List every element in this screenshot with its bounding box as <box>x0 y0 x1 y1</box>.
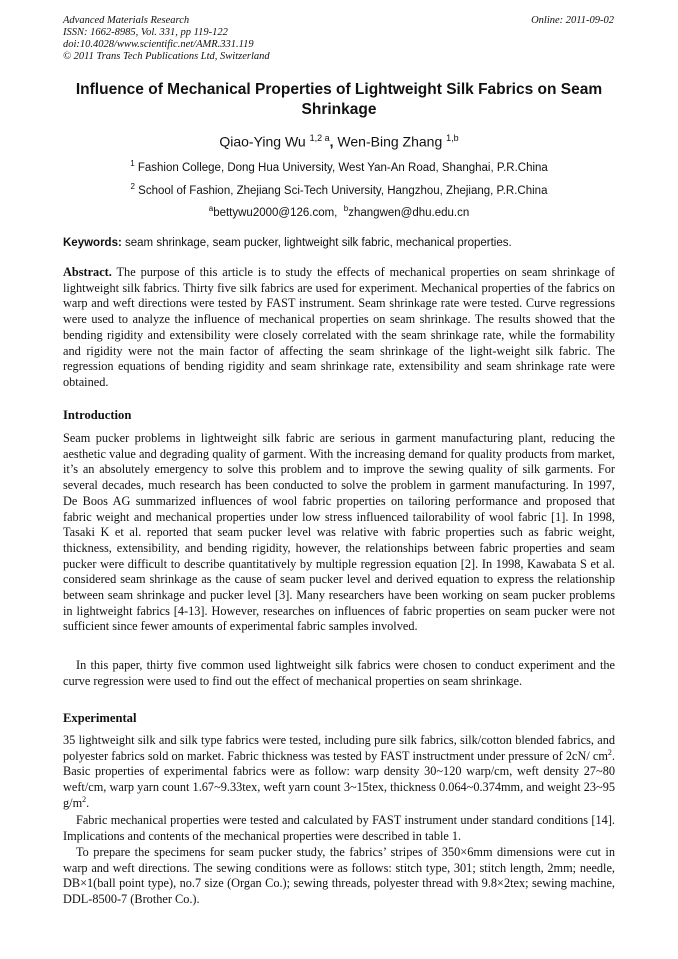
paragraph-text: . Basic properties of experimental fabrics were as follow: warp density 30~120 warp/cm, weft density 27~80 weft/cm, warp yarn count 1.67~9.33tex, weft yarn count 3~15tex, thickness 0.064~0.374mm, and weight 23~95 g/m <box>63 748 615 810</box>
journal-doi: doi:10.4028/www.scientific.net/AMR.331.119 <box>63 39 254 50</box>
paragraph: In this paper, thirty five common used lightweight silk fabrics were chosen to conduct experiment and the curve regression were used to find out the effect of mechanical properties on seam shrinkage. <box>63 658 615 688</box>
abstract-text: The purpose of this article is to study the effects of mechanical properties on seam shrinkage of lightweight silk fabrics. Thirty five silk fabrics are used for experiment. Mechanical properties of the fabrics on warp and weft directions were tested by FAST instrument. Seam shrinkage rate were tested. Curve regressions were used to analyze the influence of mechanical properties on seam shrinkage. The results showed that the bending rigidity and extensibility were closely correlated with the seam shrinkage rate, while the formability and rigidity were not the main factor of affecting the seam shrinkage of the light-weight silk fabric. The regression equations of bending rigidity and seam shrinkage rate, extensibility and seam shrinkage rate were obtained. <box>63 265 615 389</box>
author-affiliation-mark: 1,2 a <box>309 133 330 143</box>
journal-issn: ISSN: 1662-8985, Vol. 331, pp 119-122 <box>63 27 228 38</box>
online-date: Online: 2011-09-02 <box>531 15 614 26</box>
author-name: Qiao-Ying Wu <box>219 133 306 150</box>
email-address: zhangwen@dhu.edu.cn <box>348 206 470 219</box>
keywords-label: Keywords: <box>63 237 122 249</box>
journal-header <box>63 15 270 63</box>
affiliation <box>0 157 678 175</box>
keywords <box>63 236 615 250</box>
author-name: Wen-Bing Zhang <box>337 133 443 150</box>
abstract <box>63 265 615 391</box>
paragraph: Fabric mechanical properties were tested and calculated by FAST instrument under standard conditions [14]. Implications and contents of the mechanical properties were described in table 1. <box>63 813 615 843</box>
paragraph <box>63 733 615 812</box>
affiliation <box>0 180 678 198</box>
paper-title: Influence of Mechanical Properties of Lightweight Silk Fabrics on Seam Shrinkage <box>75 81 603 118</box>
affiliation-number: 1 <box>130 159 135 168</box>
email-mark: a <box>208 204 214 213</box>
author-emails <box>0 202 678 220</box>
superscript: 2 <box>607 747 612 757</box>
paragraph: To prepare the specimens for seam pucker study, the fabrics’ stripes of 350×6mm dimensions were cut in warp and weft directions. The sewing conditions were as follows: stitch type, 301; stitch length, 2mm; needle, DB×1(ball point type), no.7 size (Organ Co.); sewing threads, polyester thread with 9.8×2tex; sewing machine, DDL-8500-7 (Brother Co.). <box>63 845 615 907</box>
author-affiliation-mark: 1,b <box>446 133 459 143</box>
superscript: 2 <box>82 794 87 804</box>
paragraph-text: . <box>86 795 90 810</box>
affiliation-number: 2 <box>130 182 135 191</box>
section-heading-experimental: Experimental <box>63 711 137 725</box>
section-heading-introduction: Introduction <box>63 408 132 422</box>
author-separator: , <box>329 133 334 150</box>
email-mark: b <box>343 204 349 213</box>
author-line <box>0 129 678 151</box>
email-address: bettywu2000@126.com, <box>213 206 338 219</box>
paragraph: Seam pucker problems in lightweight silk fabric are serious in garment manufacturing plant, reducing the aesthetic value and degrading quality of garment. With the increasing demand for quality products from market, it’s an absolutely emergency to solve this problem and to improve the sewing quality of silk garments. For several decades, much research has been conducted to solve the problem in garment manufacturing. In 1997, De Boos AG summarized influences of wool fabric properties on tailoring performance and proposed that fabric weight and mechanical properties under low stress influenced tailorability of wool fabric [1]. In 1998, Tasaki K et al. reported that seam pucker level was relative with fabric properties such as fabric weight, thickness, extensibility, and bending rigidity, however, the relationships between fabric properties and seam pucker were difficult to describe quantitatively by multiple regression equation [2]. In 1998, Kawabata S et al. considered seam shrinkage as the cause of seam pucker level and derived equation to express the relationship between seam shrinkage and pucker level [3]. Many researchers have been working on seam pucker problems in lightweight fabrics [4-13]. However, researches on influences of fabric properties on seam pucker were not sufficient since fewer amounts of experimental fabric samples involved. <box>63 431 615 634</box>
paragraph-text: 35 lightweight silk and silk type fabrics were tested, including pure silk fabrics, silk/cotton blended fabrics, and polyester fabrics sold on market. Fabric thickness was tested by FAST instructment under pressure of 2cN/ cm <box>63 733 615 763</box>
abstract-label: Abstract. <box>63 265 112 279</box>
journal-name: Advanced Materials Research <box>63 15 190 26</box>
affiliation-text: School of Fashion, Zhejiang Sci-Tech University, Hangzhou, Zhejiang, P.R.China <box>138 184 548 197</box>
affiliation-text: Fashion College, Dong Hua University, West Yan-An Road, Shanghai, P.R.China <box>137 161 548 174</box>
keywords-text: seam shrinkage, seam pucker, lightweight silk fabric, mechanical properties. <box>125 237 512 249</box>
journal-copyright: © 2011 Trans Tech Publications Ltd, Switzerland <box>63 51 270 62</box>
